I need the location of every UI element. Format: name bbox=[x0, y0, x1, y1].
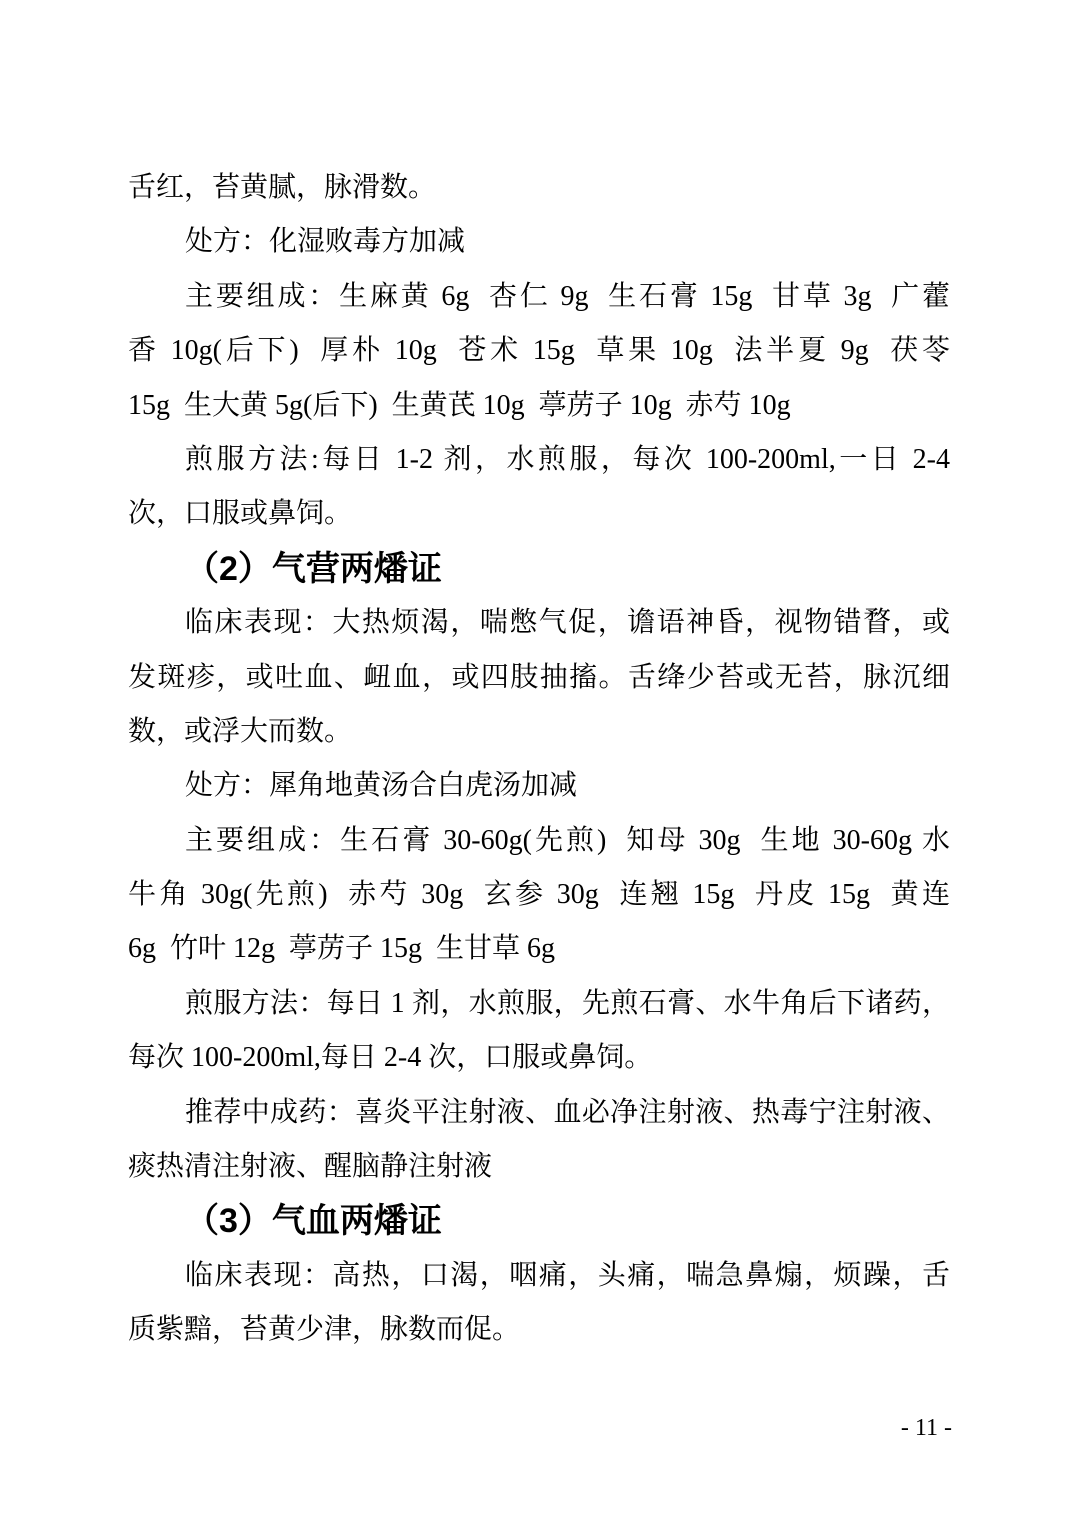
text-line: 次，口服或鼻饲。 bbox=[128, 498, 353, 530]
text-line: 舌红，苔黄腻，脉滑数。 bbox=[128, 172, 437, 203]
text-line: 痰热清注射液、醒脑静注射液 bbox=[128, 1151, 493, 1183]
text-line: 6g 竹叶 12g 葶苈子 15g 生甘草 6g bbox=[128, 933, 556, 965]
text-line: 数，或浮大而数。 bbox=[128, 715, 353, 747]
text-line: 煎服方法：每日 1 剂，水煎服，先煎石膏、水牛角后下诸药， bbox=[185, 987, 950, 1019]
text-line: 处方：化湿败毒方加减 bbox=[185, 226, 466, 258]
text-line: 牛角 30g(先煎) 赤芍 30g 玄参 30g 连翘 15g 丹皮 15g 黄连 bbox=[128, 879, 950, 911]
text-line: 香 10g(后下) 厚朴 10g 苍术 15g 草果 10g 法半夏 9g 茯苓 bbox=[128, 335, 950, 367]
section-heading-2: （2）气营两燔证 bbox=[185, 549, 442, 588]
text-line: 推荐中成药：喜炎平注射液、血必净注射液、热毒宁注射液、 bbox=[185, 1096, 950, 1128]
text-line: 处方：犀角地黄汤合白虎汤加减 bbox=[185, 770, 578, 802]
page-number: - 11 - bbox=[900, 1415, 952, 1441]
text-line: 临床表现：大热烦渴，喘憋气促，谵语神昏，视物错瞀，或 bbox=[185, 607, 950, 639]
section-heading-3: （3）气血两燔证 bbox=[185, 1202, 442, 1241]
text-line: 质紫黯，苔黄少津，脉数而促。 bbox=[128, 1314, 521, 1346]
text-line: 主要组成：生麻黄 6g 杏仁 9g 生石膏 15g 甘草 3g 广藿 bbox=[185, 280, 950, 312]
text-line: 每次 100-200ml,每日 2-4 次，口服或鼻饲。 bbox=[128, 1042, 653, 1074]
text-line: 临床表现：高热，口渴，咽痛，头痛，喘急鼻煽，烦躁，舌 bbox=[185, 1259, 950, 1291]
text-line: 发斑疹，或吐血、衄血，或四肢抽搐。舌绛少苔或无苔，脉沉细 bbox=[128, 661, 950, 693]
text-line: 主要组成：生石膏 30-60g(先煎) 知母 30g 生地 30-60g 水 bbox=[185, 824, 950, 856]
text-line: 15g 生大黄 5g(后下) 生黄芪 10g 葶苈子 10g 赤芍 10g bbox=[128, 389, 791, 421]
text-line: 煎服方法:每日 1-2 剂，水煎服，每次 100-200ml,一日 2-4 bbox=[185, 443, 950, 475]
document-body bbox=[128, 0, 950, 1358]
